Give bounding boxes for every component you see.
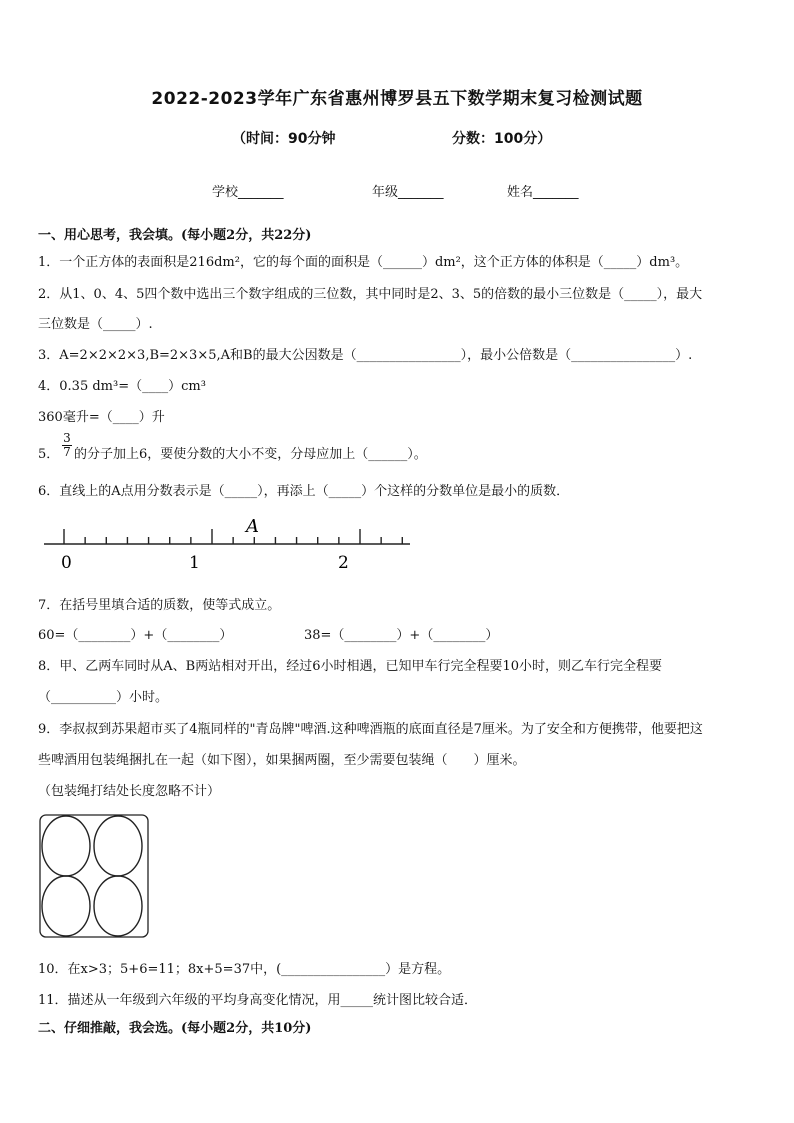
fraction-denominator: 7 [63, 445, 71, 459]
point-a-label: A [246, 516, 259, 537]
question-5-prefix: 5． [38, 447, 60, 462]
bottles-figure [38, 812, 150, 940]
question-9-line2: 些啤酒用包装绳捆扎在一起（如下图），如果捆两圈，至少需要包装绳（ ）厘米。 [38, 753, 526, 768]
question-9-note: （包装绳打结处长度忽略不计） [38, 784, 221, 799]
question-7-equation-1: 60=（________）+（________） [38, 628, 233, 643]
number-line-figure [40, 510, 415, 576]
question-4-line1: 4．0.35 dm³=（____）cm³ [38, 379, 206, 394]
question-5-text: 的分子加上6，要使分数的大小不变，分母应加上（______）。 [74, 447, 427, 462]
question-9-line1: 9．李叔叔到苏果超市买了4瓶同样的"青岛牌"啤酒.这种啤酒瓶的底面直径是7厘米。为了安全和方便携带，他要把这 [38, 722, 703, 737]
question-8-line1: 8．甲、乙两车同时从A、B两站相对开出，经过6小时相遇，已知甲车行完全程要10小时，则乙车行完全程要 [38, 659, 663, 674]
tick-label-0: 0 [61, 553, 72, 573]
bottle-bottom-left [42, 876, 90, 936]
name-field: 姓名_______ [507, 185, 579, 200]
grade-field: 年级_______ [372, 185, 444, 200]
tick-label-1: 1 [189, 553, 200, 573]
fraction-numerator: 3 [63, 431, 71, 445]
question-3: 3．A=2×2×2×3,B=2×3×5,A和B的最大公因数是（________________），最小公倍数是（________________）. [38, 348, 693, 363]
question-8-line2: （__________）小时。 [38, 690, 169, 705]
tick-label-2: 2 [338, 553, 349, 573]
section1-heading: 一、用心思考，我会填。(每小题2分，共22分) [38, 228, 312, 243]
bottle-bottom-right [94, 876, 142, 936]
bottle-top-left [42, 816, 90, 876]
time-label: （时间：90分钟 [232, 131, 336, 147]
rope-outline [40, 815, 148, 937]
question-7: 7．在括号里填合适的质数，使等式成立。 [38, 598, 281, 613]
question-10: 10．在x>3；5+6=11；8x+5=37中，(________________）是方程。 [38, 962, 451, 977]
question-1: 1．一个正方体的表面积是216dm²，它的每个面的面积是（______）dm²，这个正方体的体积是（_____）dm³。 [38, 255, 689, 270]
page-title: 2022-2023学年广东省惠州博罗县五下数学期末复习检测试题 [151, 89, 643, 109]
number-line-ticks [64, 529, 402, 544]
question-2-line2: 三位数是（_____）. [38, 317, 153, 332]
bottle-top-right [94, 816, 142, 876]
question-5-fraction [62, 432, 72, 459]
score-label: 分数：100分） [452, 131, 552, 147]
school-field: 学校_______ [212, 185, 284, 200]
question-6: 6．直线上的A点用分数表示是（_____），再添上（_____）个这样的分数单位是最小的质数． [38, 484, 570, 499]
question-11: 11．描述从一年级到六年级的平均身高变化情况，用_____统计图比较合适． [38, 993, 478, 1008]
question-4-line2: 360毫升=（____）升 [38, 410, 165, 425]
question-7-equation-2: 38=（________）+（________） [304, 628, 499, 643]
section2-heading: 二、仔细推敲，我会选。(每小题2分，共10分) [38, 1021, 312, 1036]
question-2-line1: 2．从1、0、4、5四个数中选出三个数字组成的三位数，其中同时是2、3、5的倍数的最小三位数是（_____），最大 [38, 287, 703, 302]
